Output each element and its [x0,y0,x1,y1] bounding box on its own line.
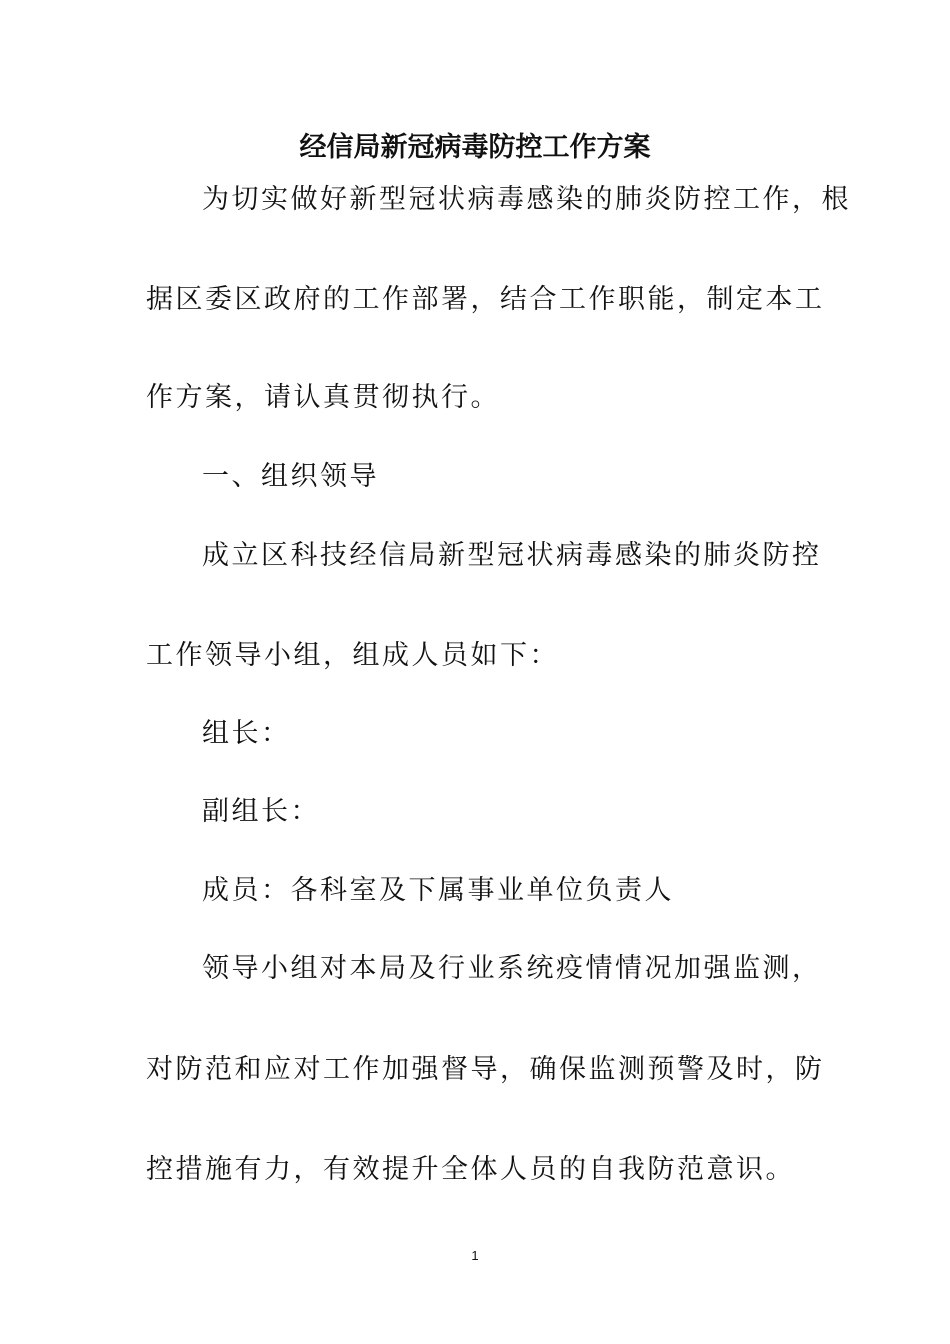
paragraph-line: 对防范和应对工作加强督导，确保监测预警及时，防 [146,1054,825,1085]
paragraph-line: 为切实做好新型冠状病毒感染的肺炎防控工作，根 [202,184,851,215]
paragraph-line: 成立区科技经信局新型冠状病毒感染的肺炎防控 [202,540,822,571]
members-line: 成员：各科室及下属事业单位负责人 [202,875,674,906]
deputy-leader-line: 副组长： [202,796,320,827]
paragraph-line: 据区委区政府的工作部署，结合工作职能，制定本工 [146,284,825,315]
paragraph-line: 控措施有力，有效提升全体人员的自我防范意识。 [146,1154,795,1185]
page-number: 1 [471,1248,479,1263]
paragraph-line: 工作领导小组，组成人员如下： [146,640,559,671]
leader-line: 组长： [202,718,291,749]
document-title: 经信局新冠病毒防控工作方案 [299,132,651,163]
paragraph-line: 作方案，请认真贯彻执行。 [146,382,500,413]
section-heading: 一、组织领导 [202,461,379,492]
paragraph-line: 领导小组对本局及行业系统疫情情况加强监测， [202,953,822,984]
